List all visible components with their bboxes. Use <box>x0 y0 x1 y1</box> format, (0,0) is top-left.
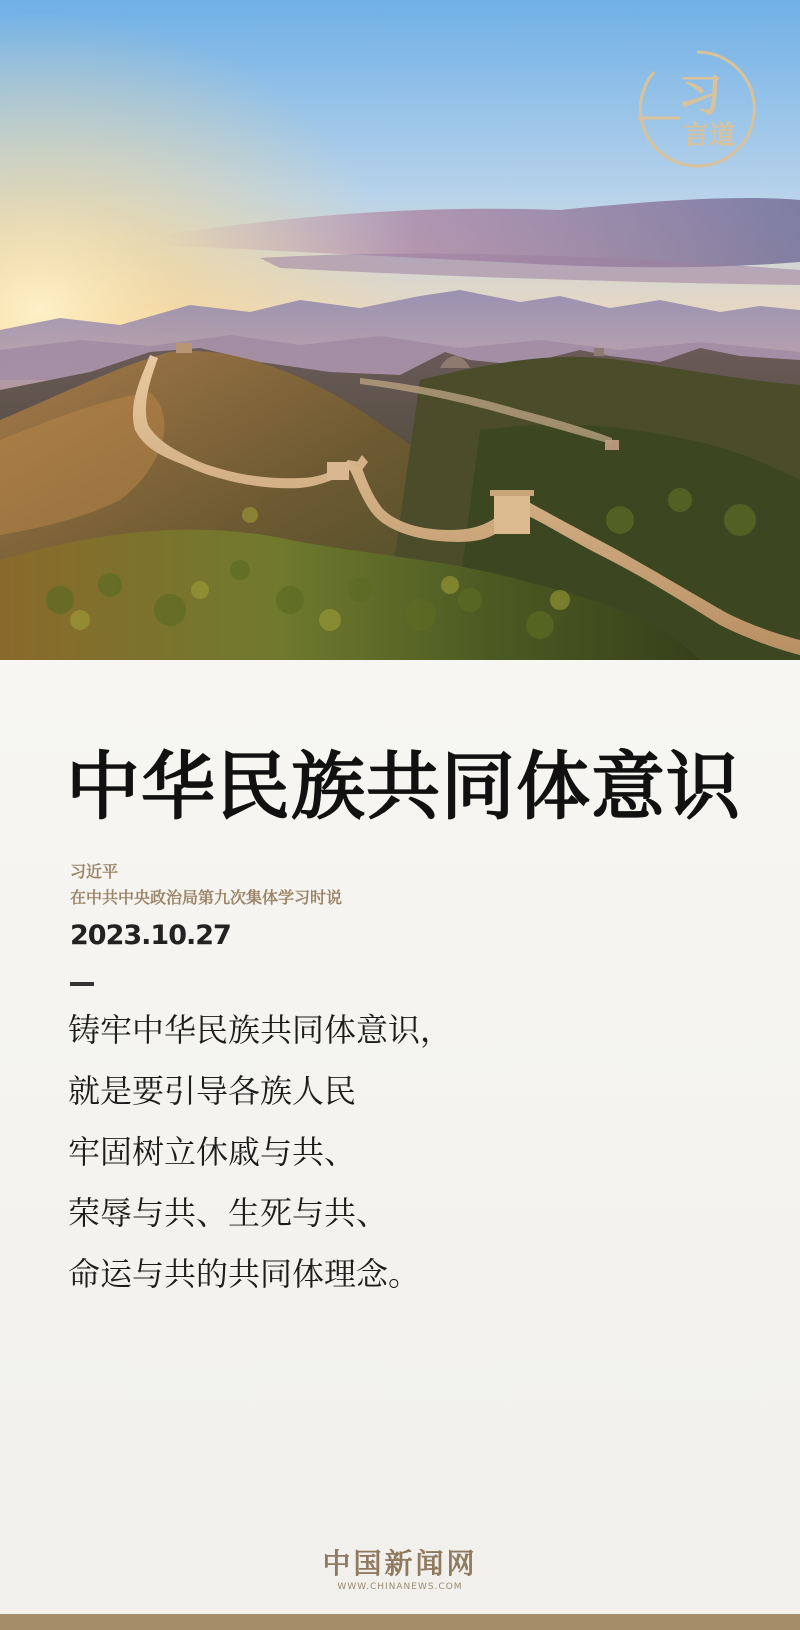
xi-yan-dao-seal-icon <box>636 48 758 170</box>
divider-dash <box>70 982 94 986</box>
quote-line: 荣辱与共、生死与共、 <box>68 1194 389 1232</box>
hero-image <box>0 0 800 660</box>
quote-line: 就是要引导各族人民 <box>68 1072 357 1110</box>
brand-footer <box>0 1548 800 1594</box>
brand-logo-text: 中国新闻网 <box>322 1547 478 1580</box>
brand-url: WWW.CHINANEWS.COM <box>337 1582 463 1592</box>
quote-line: 牢固树立休戚与共、 <box>68 1133 357 1171</box>
content-panel <box>0 660 800 1615</box>
author-name: 习近平 <box>70 862 119 881</box>
bottom-bar <box>0 1614 800 1630</box>
logo-bottom-chars: 言道 <box>682 121 736 151</box>
quote-line: 命运与共的共同体理念。 <box>68 1255 421 1293</box>
occasion-text: 在中共中央政治局第九次集体学习时说 <box>70 888 343 907</box>
date-text: 2023.10.27 <box>70 920 231 951</box>
quote-block <box>68 1000 748 1305</box>
page-title: 中华民族共同体意识 <box>66 744 741 830</box>
logo-top-char: 习 <box>678 70 722 121</box>
quote-line: 铸牢中华民族共同体意识， <box>68 1011 453 1049</box>
